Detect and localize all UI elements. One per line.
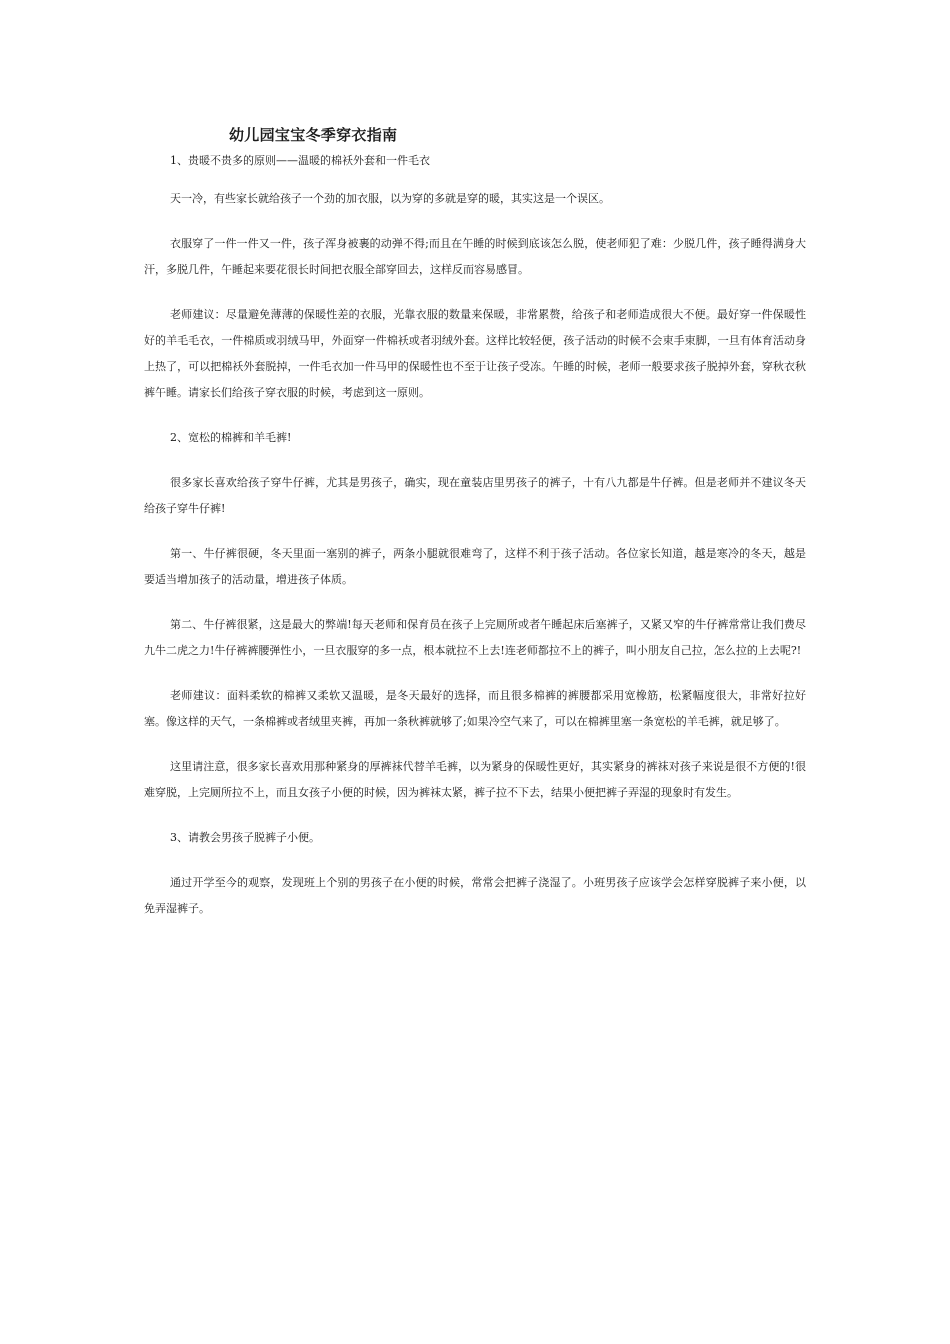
section-1-heading: 1、贵暖不贵多的原则——温暖的棉袄外套和一件毛衣 <box>170 154 430 167</box>
paragraph: 第二、牛仔裤很紧，这是最大的弊端!每天老师和保育员在孩子上完厕所或者午睡起床后塞裤子，又紧又窄的牛仔裤常常让我们费尽九牛二虎之力!牛仔裤裤腰弹性小，一旦衣服穿的多一点，根本就拉不上去!连老师都拉不上的裤子，叫小朋友自己拉，怎么拉的上去呢?! <box>144 618 806 657</box>
paragraph: 很多家长喜欢给孩子穿牛仔裤，尤其是男孩子，确实，现在童装店里男孩子的裤子，十有八九都是牛仔裤。但是老师并不建议冬天给孩子穿牛仔裤! <box>144 476 806 515</box>
paragraph: 天一冷，有些家长就给孩子一个劲的加衣服，以为穿的多就是穿的暖，其实这是一个误区。 <box>170 192 610 205</box>
paragraph: 老师建议：面料柔软的棉裤又柔软又温暖，是冬天最好的选择，而且很多棉裤的裤腰都采用宽橡筋，松紧幅度很大，非常好拉好塞。像这样的天气，一条棉裤或者绒里夹裤，再加一条秋裤就够了;如果冷空气来了，可以在棉裤里塞一条宽松的羊毛裤，就足够了。 <box>144 689 806 728</box>
paragraph: 第一、牛仔裤很硬，冬天里面一塞别的裤子，两条小腿就很难弯了，这样不利于孩子活动。各位家长知道，越是寒冷的冬天，越是要适当增加孩子的活动量，增进孩子体质。 <box>144 547 806 586</box>
paragraph: 衣服穿了一件一件又一件，孩子浑身被裹的动弹不得;而且在午睡的时候到底该怎么脱，使老师犯了难：少脱几件，孩子睡得满身大汗，多脱几件，午睡起来要花很长时间把衣服全部穿回去，这样反而容易感冒。 <box>144 237 806 276</box>
document-body <box>144 186 806 941</box>
paragraph: 这里请注意，很多家长喜欢用那种紧身的厚裤袜代替羊毛裤，以为紧身的保暖性更好，其实紧身的裤袜对孩子来说是很不方便的!很难穿脱，上完厕所拉不上，而且女孩子小便的时候，因为裤袜太紧，裤子拉不下去，结果小便把裤子弄湿的现象时有发生。 <box>144 760 806 799</box>
paragraph: 老师建议：尽量避免薄薄的保暖性差的衣服，光靠衣服的数量来保暖，非常累赘，给孩子和老师造成很大不便。最好穿一件保暖性好的羊毛毛衣，一件棉质或羽绒马甲，外面穿一件棉袄或者羽绒外套。这样比较轻便，孩子活动的时候不会束手束脚，一旦有体育活动身上热了，可以把棉袄外套脱掉，一件毛衣加一件马甲的保暖性也不至于让孩子受冻。午睡的时候，老师一般要求孩子脱掉外套，穿秋衣秋裤午睡。请家长们给孩子穿衣服的时候，考虑到这一原则。 <box>144 308 806 399</box>
section-2-heading: 2、宽松的棉裤和羊毛裤! <box>170 431 292 444</box>
paragraph: 通过开学至今的观察，发现班上个别的男孩子在小便的时候，常常会把裤子浇湿了。小班男孩子应该学会怎样穿脱裤子来小便，以免弄湿裤子。 <box>144 876 806 915</box>
document-title: 幼儿园宝宝冬季穿衣指南 <box>229 126 398 144</box>
section-3-heading: 3、请教会男孩子脱裤子小便。 <box>170 831 320 844</box>
